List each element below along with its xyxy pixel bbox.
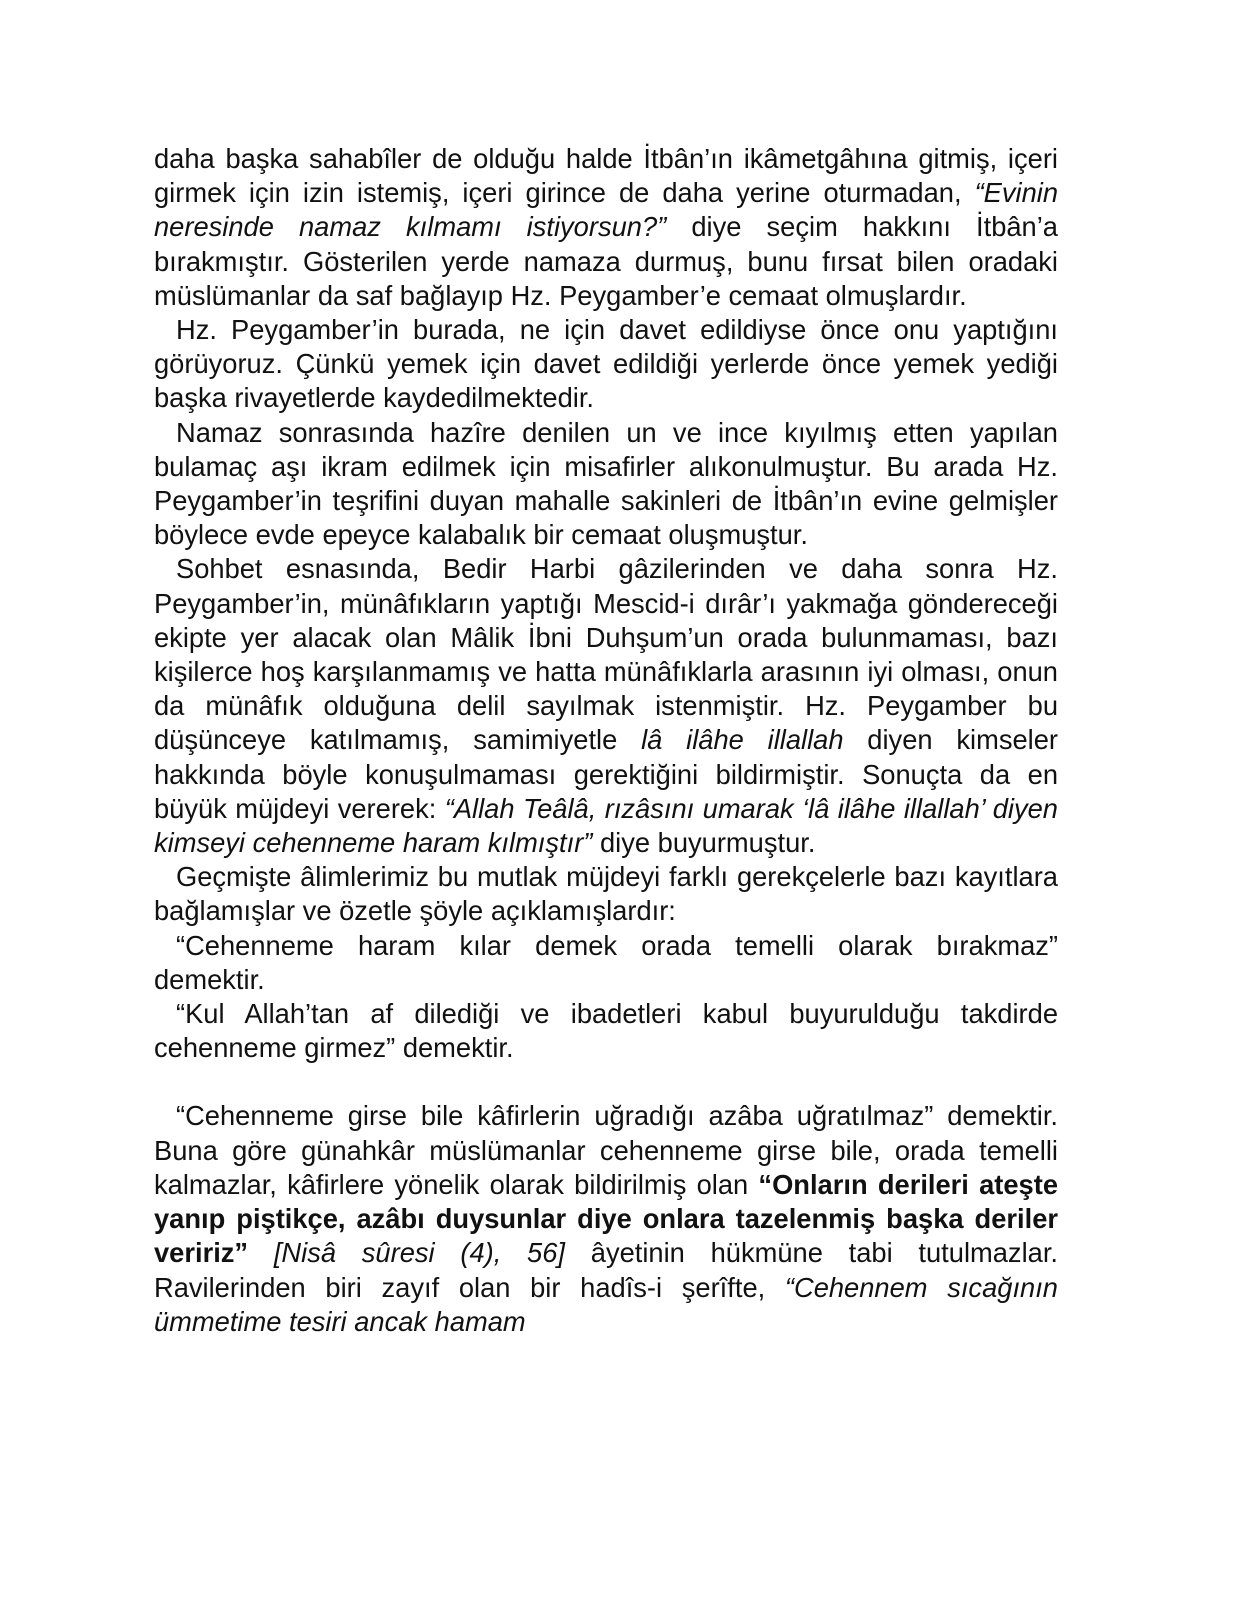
paragraph-8-space xyxy=(248,1237,274,1268)
paragraph-4-segment-3: diyen kimseler hakkında böyle konuşulmaması gerektiğini bildirmiştir. Sonuçta da en büyük müjdeyi vererek: xyxy=(154,724,1058,824)
paragraph-3 xyxy=(154,416,1058,553)
paragraph-7 xyxy=(154,997,1058,1065)
paragraph-1-segment-3: diye seçim hakkını İtbân’a bırakmıştır. Gösterilen yerde namaza durmuş, bunu fırsat bilen oradaki müslümanlar da saf bağlayıp Hz. Peygamber’e cemaat olmuşlardır. xyxy=(154,211,1058,311)
paragraph-4 xyxy=(154,552,1058,860)
paragraph-4-segment-5: diye buyurmuştur. xyxy=(592,827,816,859)
paragraph-1-quote: “Evinin neresinde namaz kılmamı istiyorsun?” xyxy=(154,177,1058,243)
paragraph-8-segment-5: âyetinin hükmüne tabi tutulmazlar. Ravilerinden biri zayıf olan bir hadîs-i şerîfte, xyxy=(154,1237,1058,1303)
paragraph-4-hadith-quote: “Allah Teâlâ, rızâsını umarak ‘lâ ilâhe illallah’ diyen kimseyi cehenneme haram kılmıştır” xyxy=(154,792,1058,859)
paragraph-4-italic-phrase: lâ ilâhe illallah xyxy=(641,724,844,756)
paragraph-3-segment-1: Namaz sonrasında hazîre denilen un ve ince kıyılmış etten yapılan bulamaç aşı ikram edilmek için misafirler alıkonulmuştur. Bu arada Hz. Peygamber’in teşrifini duyan mahalle sakinleri de İtbân’ın evine gelmişler böylece evde epeyce kalabalık bir cemaat oluşmuştur. xyxy=(154,416,1058,551)
paragraph-8-hadith-quote: “Cehennem sıcağının ümmetime tesiri ancak hamam xyxy=(154,1271,1058,1337)
paragraph-8-verse-quote: “Onların derileri ateşte yanıp piştikçe, azâbı duysunlar diye onlara tazelenmiş başka deriler veririz” xyxy=(154,1168,1058,1269)
paragraph-2-segment-1: Hz. Peygamber’in burada, ne için davet edildiyse önce onu yaptığını görüyoruz. Çünkü yemek için davet edildiği yerlerde önce yemek yediği başka rivayetlerde kaydedilmektedir. xyxy=(154,314,1058,414)
document-page xyxy=(154,142,1058,1339)
paragraph-6-segment-1: “Cehenneme haram kılar demek orada temelli olarak bırakmaz” demektir. xyxy=(154,929,1058,995)
paragraph-8 xyxy=(154,1099,1058,1338)
paragraph-1-segment-1: daha başka sahabîler de olduğu halde İtbân’ın ikâmetgâhına gitmiş, içeri girmek için izin istemiş, içeri girince de daha yerine oturmadan, xyxy=(154,143,1058,209)
paragraph-7-segment-1: “Kul Allah’tan af dilediği ve ibadetleri kabul buyurulduğu takdirde cehenneme girmez” demektir. xyxy=(154,998,1058,1064)
paragraph-2 xyxy=(154,313,1058,416)
paragraph-8-verse-reference: [Nisâ sûresi (4), 56] xyxy=(273,1237,566,1269)
paragraph-5-segment-1: Geçmişte âlimlerimiz bu mutlak müjdeyi farklı gerekçelerle bazı kayıtlara bağlamışlar ve özetle şöyle açıklamışlardır: xyxy=(154,861,1058,927)
paragraph-4-segment-1: Sohbet esnasında, Bedir Harbi gâzilerinden ve daha sonra Hz. Peygamber’in, münâfıkların yaptığı Mescid-i dırâr’ı yakmağa göndereceği ekipte yer alacak olan Mâlik İbni Duhşum’un orada bulunmaması, bazı kişilerce hoş karşılanmamış ve hatta münâfıklarla arasının iyi olması, onun da münâfık olduğuna delil sayılmak istenmiştir. Hz. Peygamber bu düşünceye katılmamış, samimiyetle xyxy=(154,553,1058,756)
paragraph-6 xyxy=(154,929,1058,997)
paragraph-8-segment-1: “Cehenneme girse bile kâfirlerin uğradığı azâba uğratılmaz” demektir. Buna göre günahkâr müslümanlar cehenneme girse bile, orada temelli kalmazlar, kâfirlere yönelik olarak bildirilmiş olan xyxy=(154,1100,1058,1200)
paragraph-1 xyxy=(154,142,1058,313)
paragraph-5 xyxy=(154,860,1058,928)
